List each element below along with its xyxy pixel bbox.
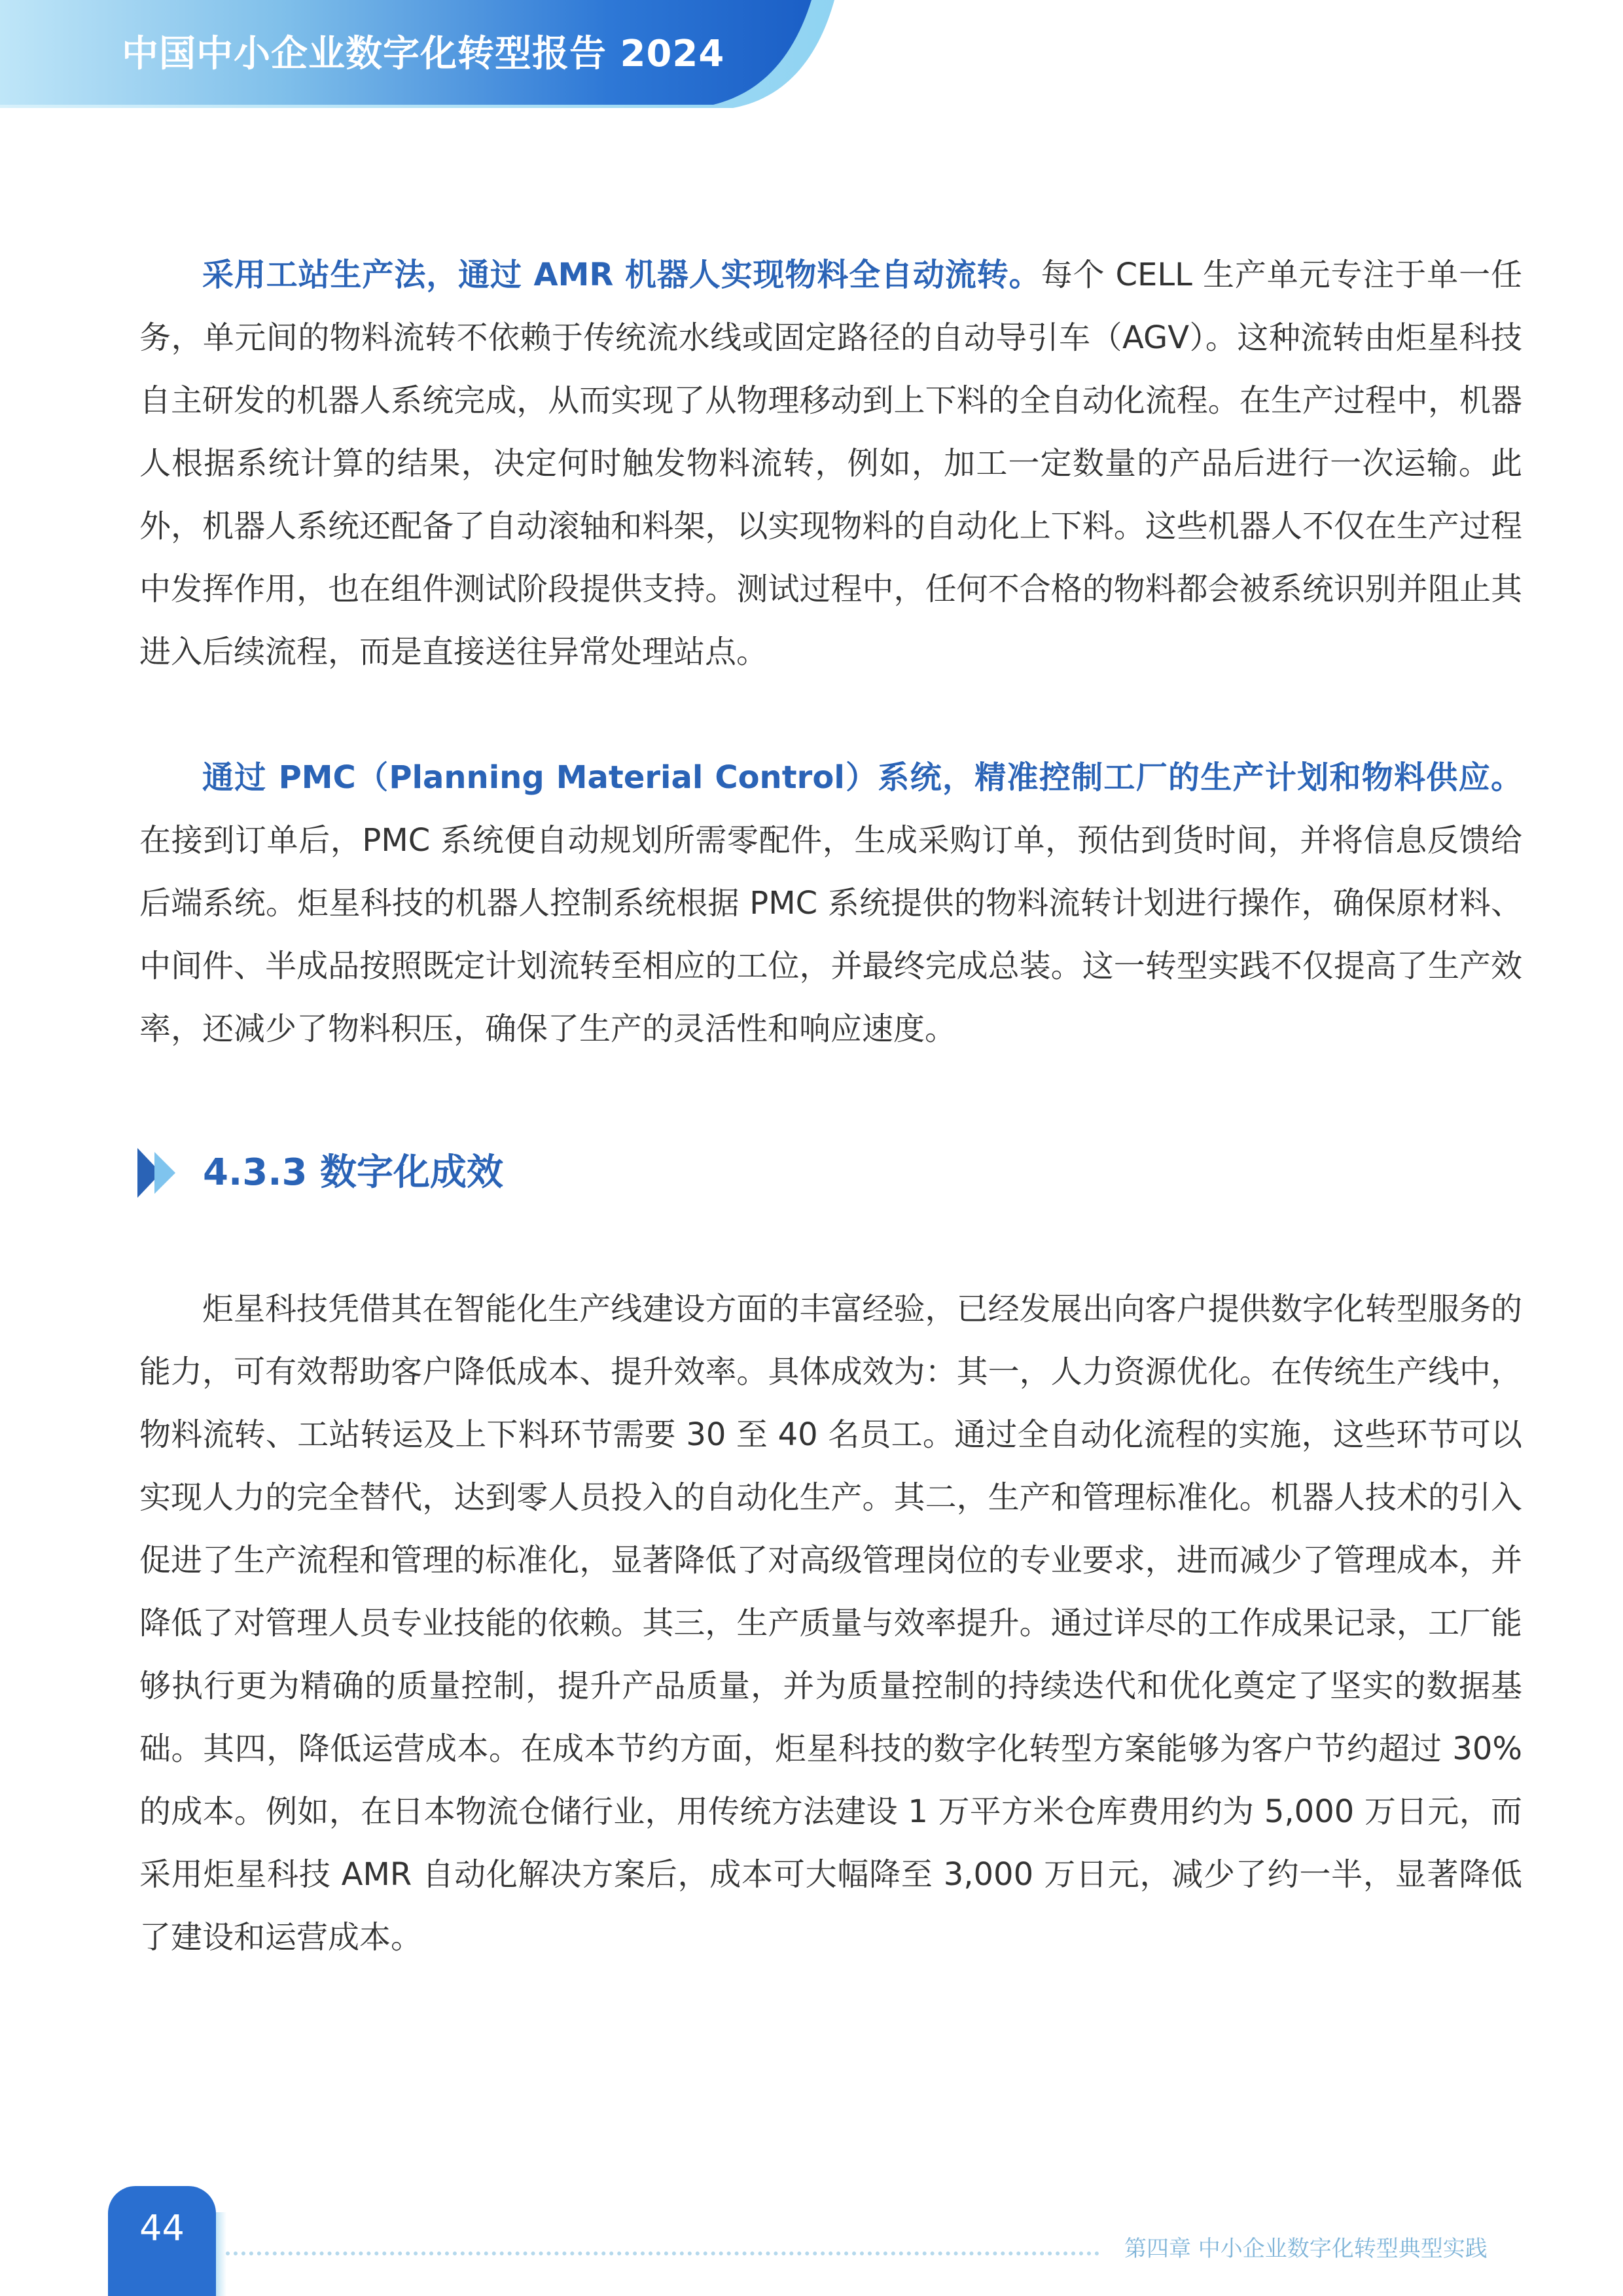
footer-dotted-divider bbox=[226, 2251, 1099, 2255]
play-arrow-icon bbox=[137, 1147, 190, 1199]
paragraph-body: 每个 CELL 生产单元专注于单一任务，单元间的物料流转不依赖于传统流水线或固定路径的自动导引车（AGV）。这种流转由炬星科技自主研发的机器人系统完成，从而实现了从物理移动到上下料的全自动化流程。在生产过程中，机器人根据系统计算的结果，决定何时触发物料流转，例如，加工一定数量的产品后进行一次运输。此外，机器人系统还配备了自动滚轴和料架，以实现物料的自动化上下料。这些机器人不仅在生产过程中发挥作用，也在组件测试阶段提供支持。测试过程中，任何不合格的物料都会被系统识别并阻止其进入后续流程，而是直接送往异常处理站点。 bbox=[139, 257, 1522, 670]
paragraph-text bbox=[139, 746, 1522, 1060]
report-title: 中国中小企业数字化转型报告 2024 bbox=[122, 33, 725, 75]
paragraph-body: 在接到订单后，PMC 系统便自动规划所需零配件，生成采购订单，预估到货时间，并将信息反馈给后端系统。炬星科技的机器人控制系统根据 PMC 系统提供的物料流转计划进行操作，确保原材料、中间件、半成品按照既定计划流转至相应的工位，并最终完成总装。这一转型实践不仅提高了生产效率，还减少了物料积压，确保了生产的灵活性和响应速度。 bbox=[139, 822, 1522, 1047]
footer-chapter-title: 第四章 中小企业数字化转型典型实践 bbox=[1124, 2236, 1488, 2262]
section-title: 4.3.3 数字化成效 bbox=[203, 1151, 503, 1194]
header-banner bbox=[0, 0, 838, 108]
paragraph-body: 炬星科技凭借其在智能化生产线建设方面的丰富经验，已经发展出向客户提供数字化转型服务的能力，可有效帮助客户降低成本、提升效率。具体成效为：其一，人力资源优化。在传统生产线中，物料流转、工站转运及上下料环节需要 30 至 40 名员工。通过全自动化流程的实施，这些环节可以实现人力的完全替代，达到零人员投入的自动化生产。其二，生产和管理标准化。机器人技术的引入促进了生产流程和管理的标准化，显著降低了对高级管理岗位的专业要求，进而减少了管理成本，并降低了对管理人员专业技能的依赖。其三，生产质量与效率提升。通过详尽的工作成果记录，工厂能够执行更为精确的质量控制，提升产品质量，并为质量控制的持续迭代和优化奠定了坚实的数据基础。其四，降低运营成本。在成本节约方面，炬星科技的数字化转型方案能够为客户节约超过 30% 的成本。例如，在日本物流仓储行业，用传统方法建设 1 万平方米仓库费用约为 5,000 万日元，而采用炬星科技 AMR 自动化解决方案后，成本可大幅降至 3,000 万日元，减少了约一半，显著降低了建设和运营成本。 bbox=[139, 1291, 1522, 1956]
paragraph-amr bbox=[139, 243, 1522, 683]
paragraph-lead: 通过 PMC（Planning Material Control）系统，精准控制工厂的生产计划和物料供应。 bbox=[202, 759, 1522, 796]
page-number: 44 bbox=[139, 2208, 185, 2249]
paragraph-digital-results bbox=[139, 1278, 1522, 1969]
paragraph-lead: 采用工站生产法，通过 AMR 机器人实现物料全自动流转。 bbox=[202, 257, 1041, 293]
paragraph-text bbox=[139, 243, 1522, 683]
page-number-tab bbox=[108, 2186, 216, 2296]
paragraph-pmc bbox=[139, 746, 1522, 1060]
